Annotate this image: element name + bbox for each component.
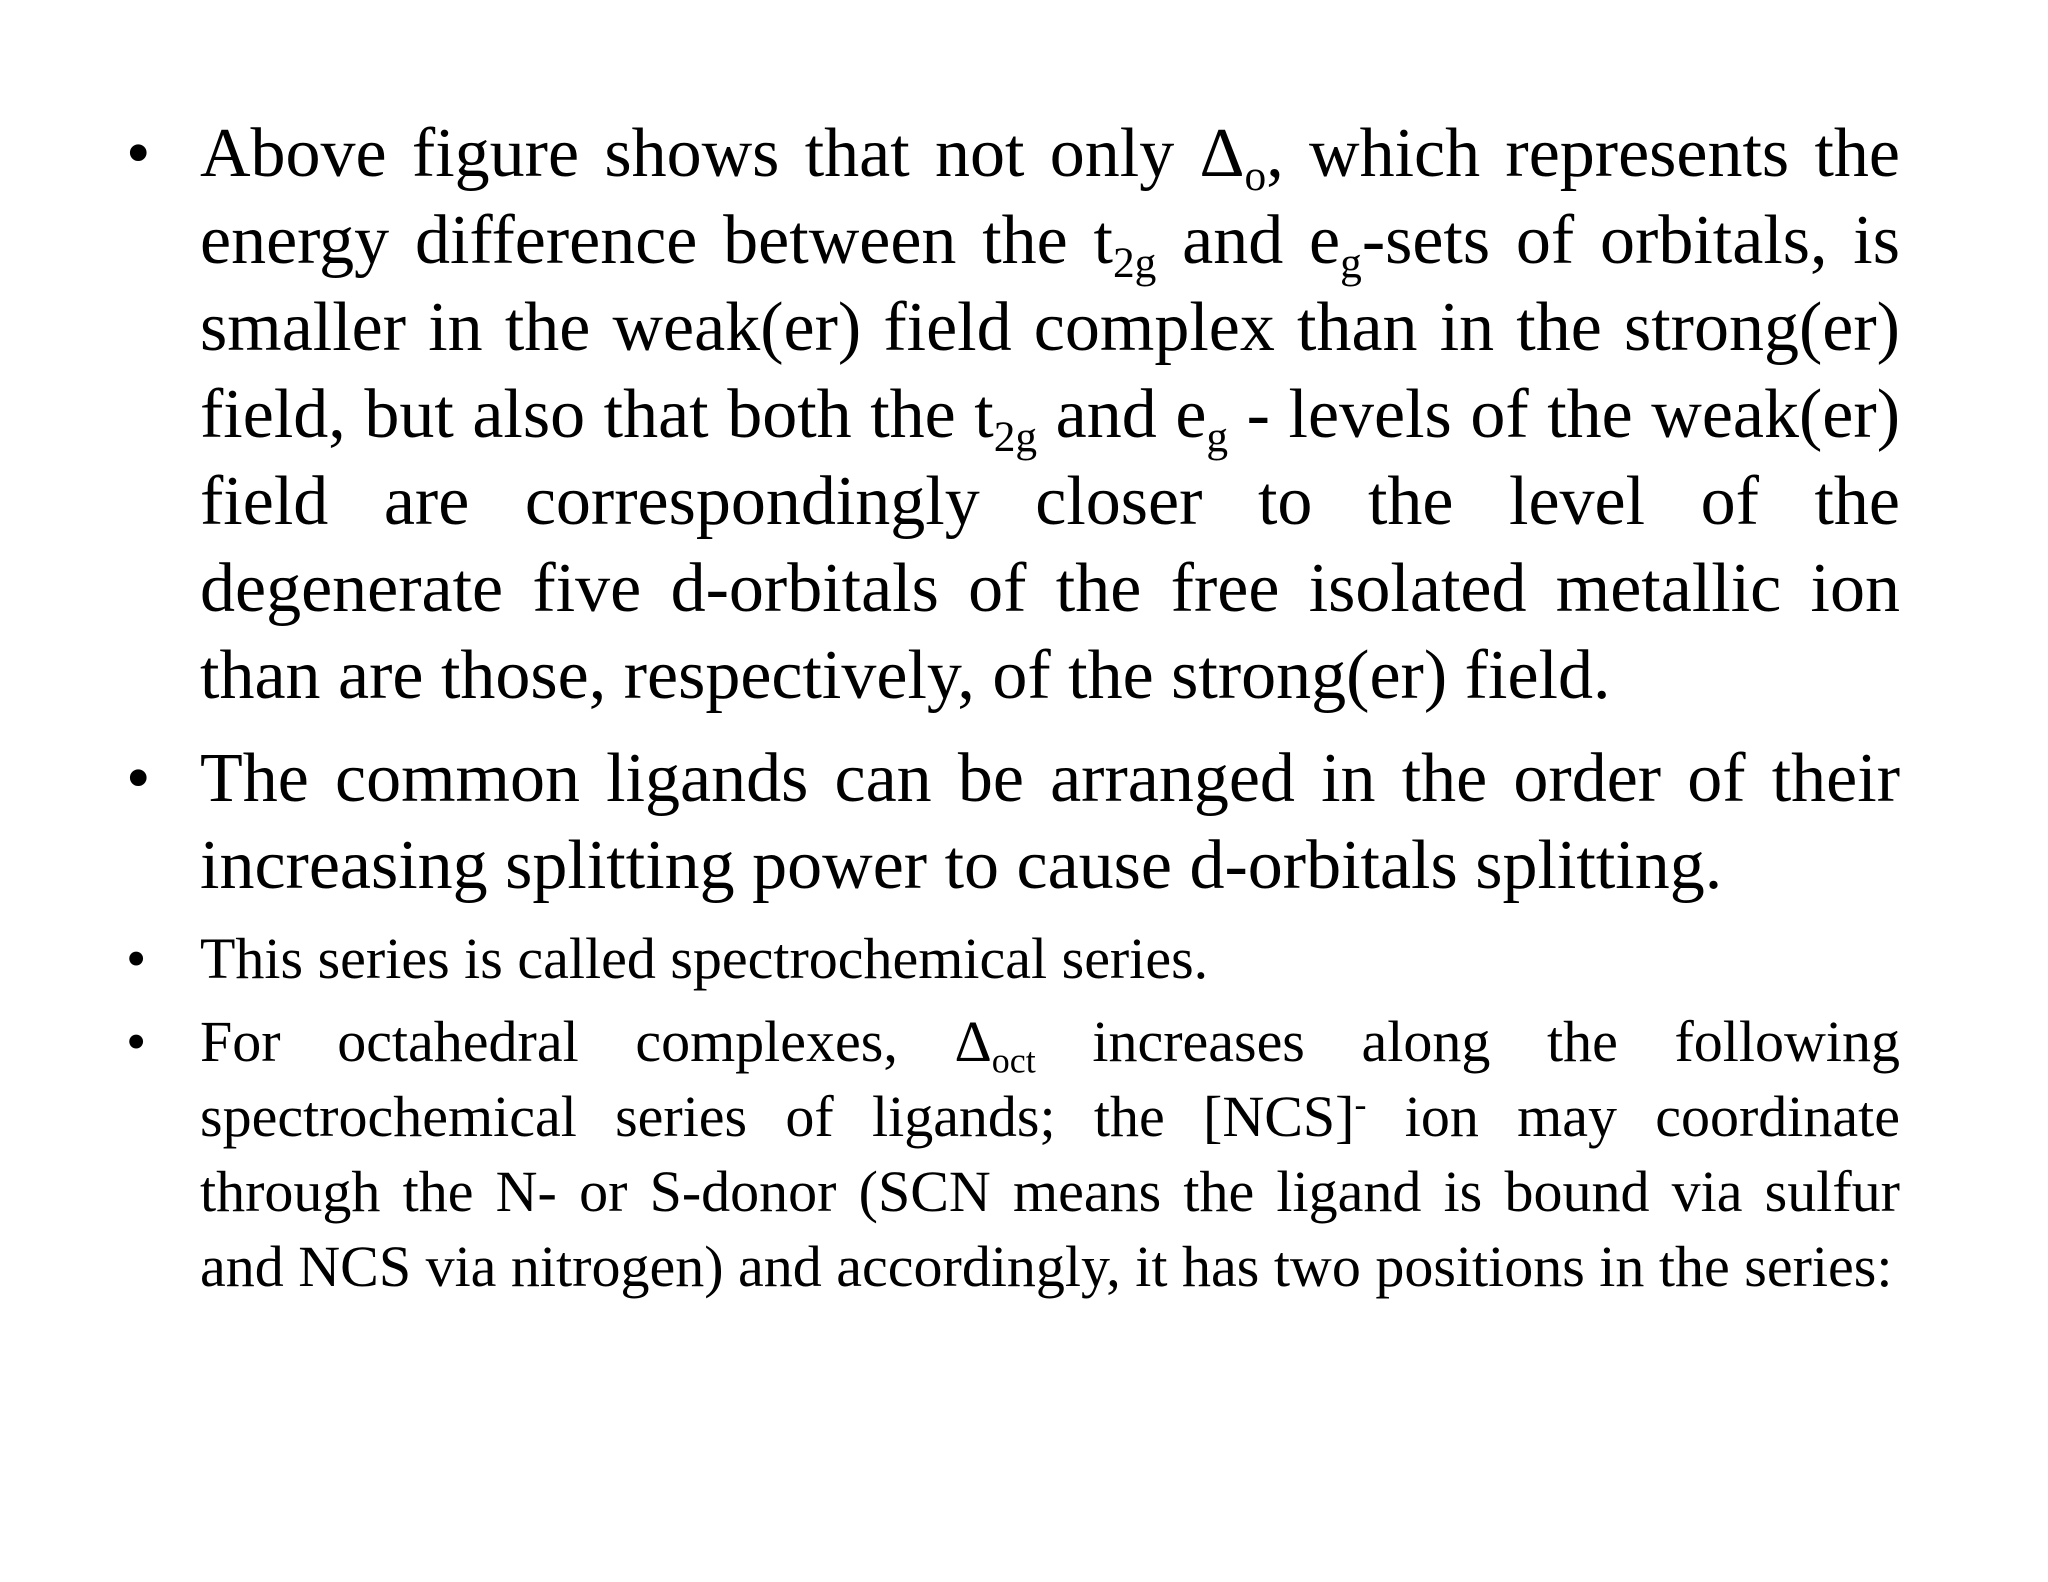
subscript: g (1206, 412, 1229, 461)
bullet-dot-icon: • (126, 926, 147, 991)
subscript: g (1340, 238, 1362, 287)
subscript: o (1244, 151, 1267, 200)
subscript: oct (991, 1040, 1036, 1081)
bullet-item-delta-comparison (120, 110, 1900, 719)
bullet-text: For octahedral complexes, $\Delta_{oct}$ increases along the following spectrochemical series of ligands; the [NCS]- ion may coordinate through the N- or S-donor (SCN means the ligand is bound via sulfur and NCS via nitrogen) and accordingly, it has two positions in the series: (200, 1009, 1900, 1299)
bullet-text: This series is called spectrochemical series. (200, 926, 1209, 991)
bullet-item-ligand-order (120, 735, 1900, 909)
bullet-item-series-name (120, 921, 1900, 996)
bullet-item-octahedral-series (120, 1004, 1900, 1304)
subscript: 2g (1112, 238, 1157, 287)
subscript: 2g (993, 412, 1038, 461)
bullet-list (120, 110, 1900, 1304)
bullet-text: Above figure shows that not only $\Delta_o$, which represents the energy difference between the $t_{2g}$ and $e_g$-sets of orbitals, is smaller in the weak(er) field complex than in the strong(er) field, but also that both the $t_{2g}$ and $e_g$ - levels of the weak(er) field are correspondingly closer to the level of the degenerate five d-orbitals of the free isolated metallic ion than are those, respectively, of the strong(er) field. (200, 115, 1901, 714)
bullet-dot-icon: • (126, 740, 151, 817)
bullet-dot-icon: • (126, 1009, 147, 1074)
bullet-text: The common ligands can be arranged in the order of their increasing splitting power to cause d-orbitals splitting. (200, 740, 1900, 904)
bullet-dot-icon: • (126, 115, 151, 192)
superscript: - (1354, 1084, 1367, 1125)
